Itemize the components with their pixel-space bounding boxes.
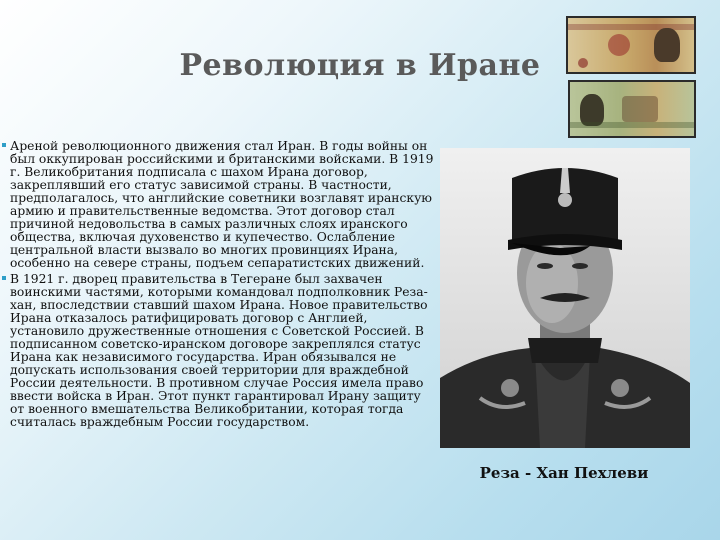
bullet-marker xyxy=(2,143,6,147)
banknote-bottom xyxy=(568,80,696,138)
portrait-drawing xyxy=(440,148,690,448)
banknotes-image xyxy=(566,16,698,136)
reza-khan-portrait xyxy=(440,148,690,448)
bullet-marker xyxy=(2,276,6,280)
paragraph-2 xyxy=(10,273,434,429)
photo-caption: Реза - Хан Пехлеви xyxy=(479,464,649,482)
body-text xyxy=(10,140,434,432)
banknote-top xyxy=(566,16,696,74)
paragraph-1 xyxy=(10,140,434,270)
paragraph-2-text: В 1921 г. дворец правительства в Тегеране был захвачен воинскими частями, которыми командовал подполковник Реза-хан, впоследствии ставший шахом Ирана. Новое правительство Ирана отказалось ратифицировать договор с Англией, установило дружественные отношения с Советской Россией. В подписанном советско-иранском договоре закреплялся статус Ирана как независимого государства. Иран обязывался не допускать использования своей территории для враждебной России деятельности. В противном случае Россия имела право ввести войска в Иран. Этот пункт гарантировал Ирану защиту от военного вмешательства Великобритании, которая тогда считалась враждебным России государством. xyxy=(10,272,428,429)
paragraph-1-text: Ареной революционного движения стал Иран. В годы войны он был оккупирован российскими и британскими войсками. В 1919 г. Великобритания подписала с шахом Ирана договор, закреплявший его статус зависимой страны. В частности, предполагалось, что английские советники возглавят иранскую армию и правительственные ведомства. Этот договор стал причиной недовольства в самых различных слоях иранского общества, включая духовенство и купечество. Ослабление центральной власти вызвало во многих провинциях Ирана, особенно на севере страны, подъем сепаратистских движений. xyxy=(10,139,434,270)
slide-title: Революция в Иране xyxy=(179,48,541,83)
